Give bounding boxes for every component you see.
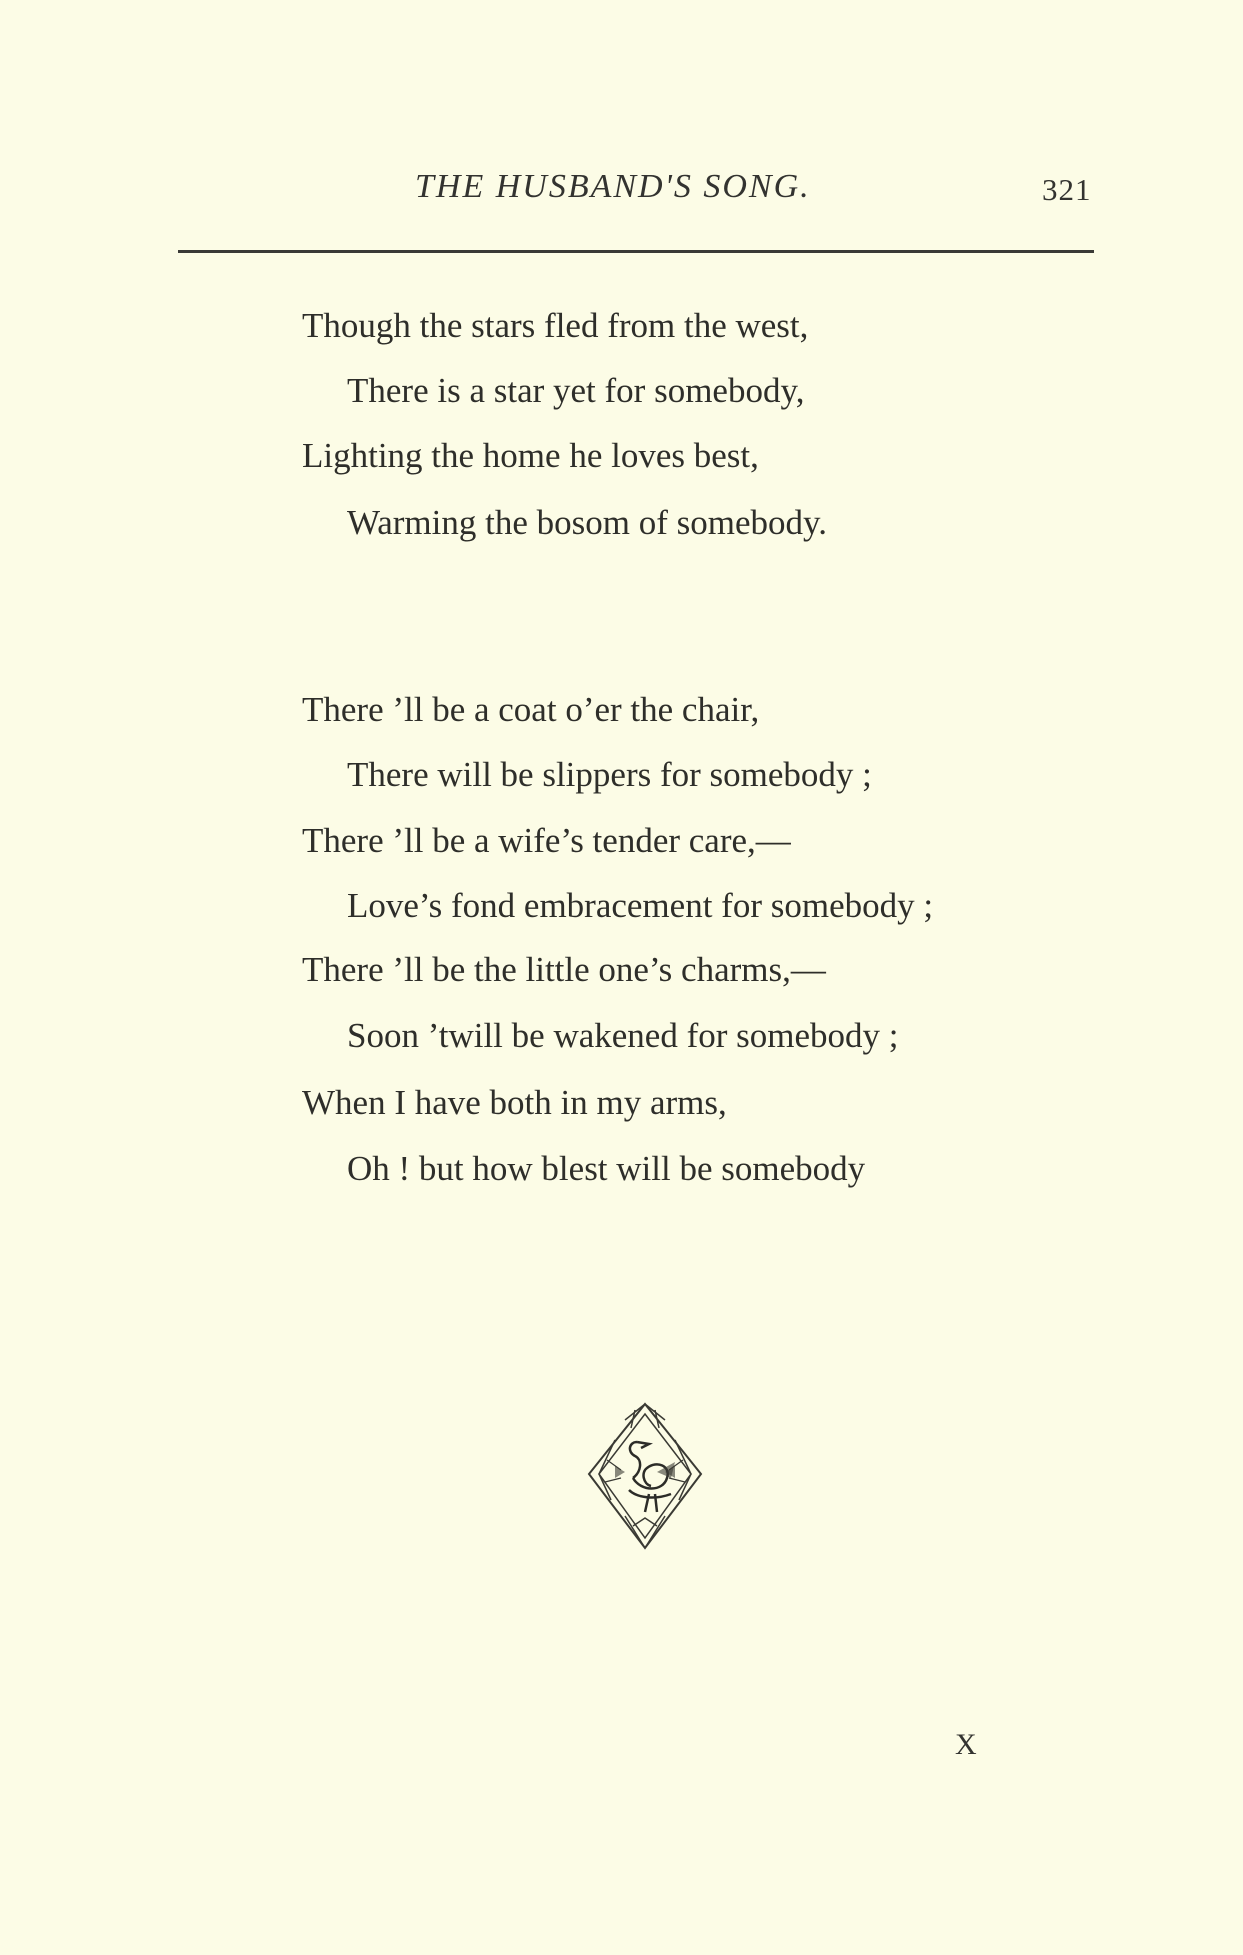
poem-line: Warming the bosom of somebody.: [347, 503, 827, 542]
poem-line: There is a star yet for somebody,: [347, 371, 805, 410]
signature-mark: X: [955, 1728, 977, 1761]
poem-line: There ’ll be a coat o’er the chair,: [302, 690, 760, 729]
poem-line: There will be slippers for somebody ;: [347, 755, 872, 794]
header-rule: [178, 250, 1094, 253]
poem-line: Oh ! but how blest will be somebody: [347, 1149, 866, 1188]
poem-line: Love’s fond embracement for somebody ;: [347, 886, 934, 925]
poem-line: Soon ’twill be wakened for somebody ;: [347, 1016, 899, 1055]
poem-line: Though the stars fled from the west,: [302, 306, 809, 345]
running-head-title: THE HUSBAND'S SONG.: [415, 168, 811, 205]
poem-line: When I have both in my arms,: [302, 1083, 727, 1122]
poem-line: There ’ll be a wife’s tender care,—: [302, 821, 791, 860]
poem-line: Lighting the home he loves best,: [302, 436, 759, 475]
page-number: 321: [1042, 172, 1092, 207]
heron-diamond-ornament-icon: [585, 1400, 705, 1552]
poem-line: There ’ll be the little one’s charms,—: [302, 950, 826, 989]
